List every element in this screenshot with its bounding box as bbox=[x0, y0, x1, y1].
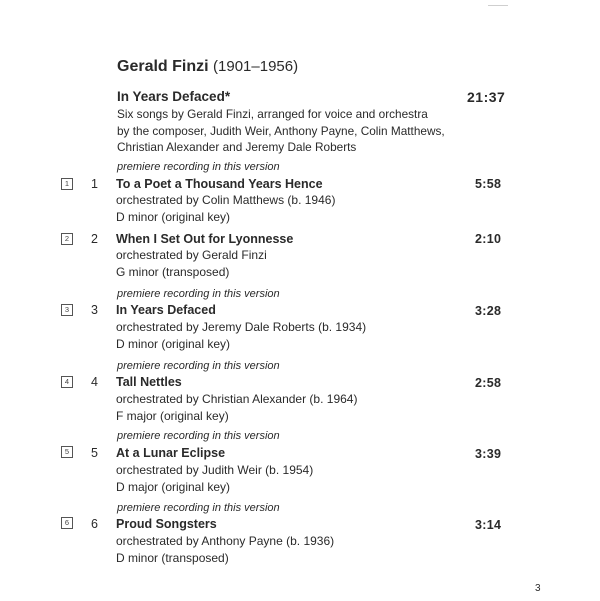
track-orchestration: orchestrated by Colin Matthews (b. 1946) bbox=[116, 193, 336, 207]
work-description-line: by the composer, Judith Weir, Anthony Payne, Colin Matthews, bbox=[117, 123, 445, 138]
track-number: 1 bbox=[91, 177, 98, 191]
track-key: D minor (original key) bbox=[116, 210, 231, 224]
track-orchestration: orchestrated by Gerald Finzi bbox=[116, 248, 267, 262]
track-orchestration: orchestrated by Judith Weir (b. 1954) bbox=[116, 463, 314, 477]
premiere-note: premiere recording in this version bbox=[117, 288, 280, 300]
track-index-box: 6 bbox=[61, 517, 73, 529]
track-duration: 5:58 bbox=[475, 177, 502, 191]
composer-heading bbox=[117, 58, 298, 76]
track-key: G minor (transposed) bbox=[116, 265, 230, 279]
scan-mark bbox=[488, 5, 508, 6]
work-description bbox=[117, 106, 497, 156]
work-description-line: Christian Alexander and Jeremy Dale Roberts bbox=[117, 140, 357, 155]
track-duration: 3:14 bbox=[475, 518, 502, 532]
work-title: In Years Defaced* bbox=[117, 89, 231, 104]
track-index-box: 5 bbox=[61, 446, 73, 458]
track-key: D minor (transposed) bbox=[116, 551, 229, 565]
track-index-box: 4 bbox=[61, 376, 73, 388]
track-duration: 3:39 bbox=[475, 447, 502, 461]
composer-name: Gerald Finzi bbox=[117, 58, 209, 75]
track-orchestration: orchestrated by Anthony Payne (b. 1936) bbox=[116, 534, 335, 548]
track-key: D minor (original key) bbox=[116, 337, 231, 351]
work-duration: 21:37 bbox=[467, 89, 506, 105]
track-title: At a Lunar Eclipse bbox=[116, 446, 226, 460]
track-title: In Years Defaced bbox=[116, 303, 216, 317]
track-orchestration: orchestrated by Christian Alexander (b. 1964) bbox=[116, 392, 358, 406]
track-title: Proud Songsters bbox=[116, 517, 217, 531]
track-title: Tall Nettles bbox=[116, 375, 182, 389]
track-key: D major (original key) bbox=[116, 480, 231, 494]
work-description-line: Six songs by Gerald Finzi, arranged for voice and orchestra bbox=[117, 107, 428, 121]
track-duration: 3:28 bbox=[475, 304, 502, 318]
track-title: To a Poet a Thousand Years Hence bbox=[116, 177, 323, 191]
premiere-note: premiere recording in this version bbox=[117, 360, 280, 372]
track-number: 2 bbox=[91, 232, 98, 246]
track-number: 6 bbox=[91, 517, 98, 531]
track-index-box: 2 bbox=[61, 233, 73, 245]
track-duration: 2:10 bbox=[475, 232, 502, 246]
track-number: 4 bbox=[91, 375, 98, 389]
track-duration: 2:58 bbox=[475, 376, 502, 390]
track-orchestration: orchestrated by Jeremy Dale Roberts (b. 1934) bbox=[116, 320, 367, 334]
track-number: 5 bbox=[91, 446, 98, 460]
premiere-note: premiere recording in this version bbox=[117, 430, 280, 442]
track-number: 3 bbox=[91, 303, 98, 317]
track-key: F major (original key) bbox=[116, 409, 229, 423]
track-index-box: 3 bbox=[61, 304, 73, 316]
page-number: 3 bbox=[535, 583, 541, 594]
track-title: When I Set Out for Lyonnesse bbox=[116, 232, 294, 246]
composer-dates: (1901–1956) bbox=[213, 58, 299, 75]
track-index-box: 1 bbox=[61, 178, 73, 190]
premiere-note: premiere recording in this version bbox=[117, 161, 280, 173]
premiere-note: premiere recording in this version bbox=[117, 502, 280, 514]
